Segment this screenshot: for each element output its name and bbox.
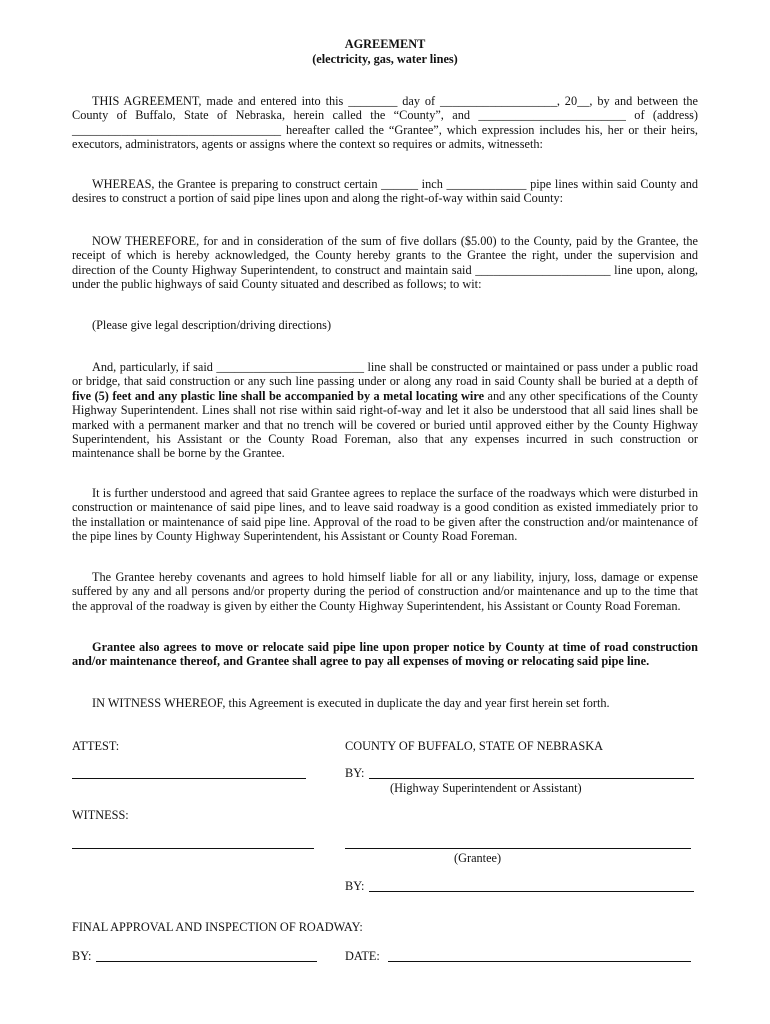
county-by-label: BY: [345, 766, 365, 780]
whereas-text: WHEREAS, the Grantee is preparing to construct certain ______ inch _____________ pipe lines within said County and desires to construct a portion of said pipe lines upon and along the right-of-way within said County: [72, 177, 698, 206]
now-therefore-text: NOW THEREFORE, for and in consideration of the sum of five dollars ($5.00) to the County, paid by the Grantee, the receipt of which is hereby acknowledged, the County hereby grants to the Grantee the right, under the supervision and direction of the County Highway Superintendent, to construct and maintain said ______________________ line upon, along, under the public highways of said County situated and described as follows; to wit: [72, 234, 698, 292]
document-subtitle: (electricity, gas, water lines) [312, 52, 458, 66]
highway-superintendent-caption: (Highway Superintendent or Assistant) [390, 781, 582, 795]
final-date-line[interactable] [388, 961, 691, 962]
surface-replacement-text: It is further understood and agreed that said Grantee agrees to replace the surface of the roadways which were disturbed in construction or maintenance of said pipe lines, and to leave said roadway is a good condition as existed immediately prior to the installation or maintenance of said pipe line. Approval of the road to be given after the construction and/or maintenance of the pipe lines by County Highway Superintendent, his Assistant or County Road Foreman. [72, 486, 698, 544]
liability-text: The Grantee hereby covenants and agrees to hold himself liable for all or any liability, injury, loss, damage or expense suffered by any and all persons and/or property during the period of construction and/or maintenance and up to the time that the approval of the roadway is given by either the County Highway Superintendent, his Assistant or County Road Foreman. [72, 570, 698, 613]
county-signature-line[interactable] [369, 778, 694, 779]
surface-replacement-paragraph [72, 486, 698, 544]
legal-description-note [72, 318, 698, 332]
burial-depth-requirement: five (5) feet and any plastic line shall be accompanied by a metal locating wire [72, 388, 485, 403]
final-by-signature-line[interactable] [96, 961, 317, 962]
witness-whereof-text: IN WITNESS WHEREOF, this Agreement is executed in duplicate the day and year first herein set forth. [92, 696, 610, 710]
grantee-caption: (Grantee) [454, 851, 502, 865]
particularly-paragraph [72, 360, 698, 461]
legal-description-text: (Please give legal description/driving directions) [92, 318, 332, 332]
particularly-text-c: and any other specifications of the County Highway Superintendent. Lines shall not rise within said right-of-way and let it also be understood that all said lines shall be marked with a permanent marker and that no trench will be covered or buried until approved either by the County Highway Superintendent, his Assistant or the County Road Foreman, also that any expenses incurred in such construction or maintenance shall be borne by the Grantee. [72, 388, 698, 461]
now-therefore-paragraph [72, 234, 698, 292]
relocation-paragraph [72, 640, 698, 669]
relocation-text: Grantee also agrees to move or relocate said pipe line upon proper notice by County at time of road construction and/or maintenance thereof, and Grantee shall agree to pay all expenses of moving or relocating said pipe line. [72, 640, 698, 669]
grantee-by-label: BY: [345, 879, 365, 893]
county-label: COUNTY OF BUFFALO, STATE OF NEBRASKA [345, 739, 603, 753]
final-approval-heading: FINAL APPROVAL AND INSPECTION OF ROADWAY: [72, 920, 363, 934]
whereas-paragraph [72, 177, 698, 206]
attest-signature-line[interactable] [72, 778, 306, 779]
final-by-label: BY: [72, 949, 92, 963]
grantee-by-signature-line[interactable] [369, 891, 694, 892]
particularly-text-a: And, particularly, if said ________________________ line shall be constructed or maintained or pass under a public road or bridge, that said construction or any such line passing under or along any road in said County shall be buried at a depth of [72, 360, 698, 389]
witness-whereof-paragraph [72, 696, 698, 710]
witness-label: WITNESS: [72, 808, 129, 822]
witness-signature-line[interactable] [72, 848, 314, 849]
liability-paragraph [72, 570, 698, 613]
document-title: AGREEMENT [344, 37, 426, 51]
grantee-signature-line[interactable] [345, 848, 691, 849]
intro-paragraph [72, 94, 698, 152]
intro-text: THIS AGREEMENT, made and entered into this ________ day of ___________________, 20__, by and between the County of Buffalo, State of Nebraska, herein called the “County”, and ________________________ of (address) __________________________________ hereafter called the “Grantee”, which expression includes his, her or their heirs, executors, administrators, agents or assigns where the context so requires or admits, witnesseth: [72, 94, 698, 152]
attest-label: ATTEST: [72, 739, 120, 753]
final-date-label: DATE: [345, 949, 380, 963]
particularly-text [72, 360, 698, 461]
